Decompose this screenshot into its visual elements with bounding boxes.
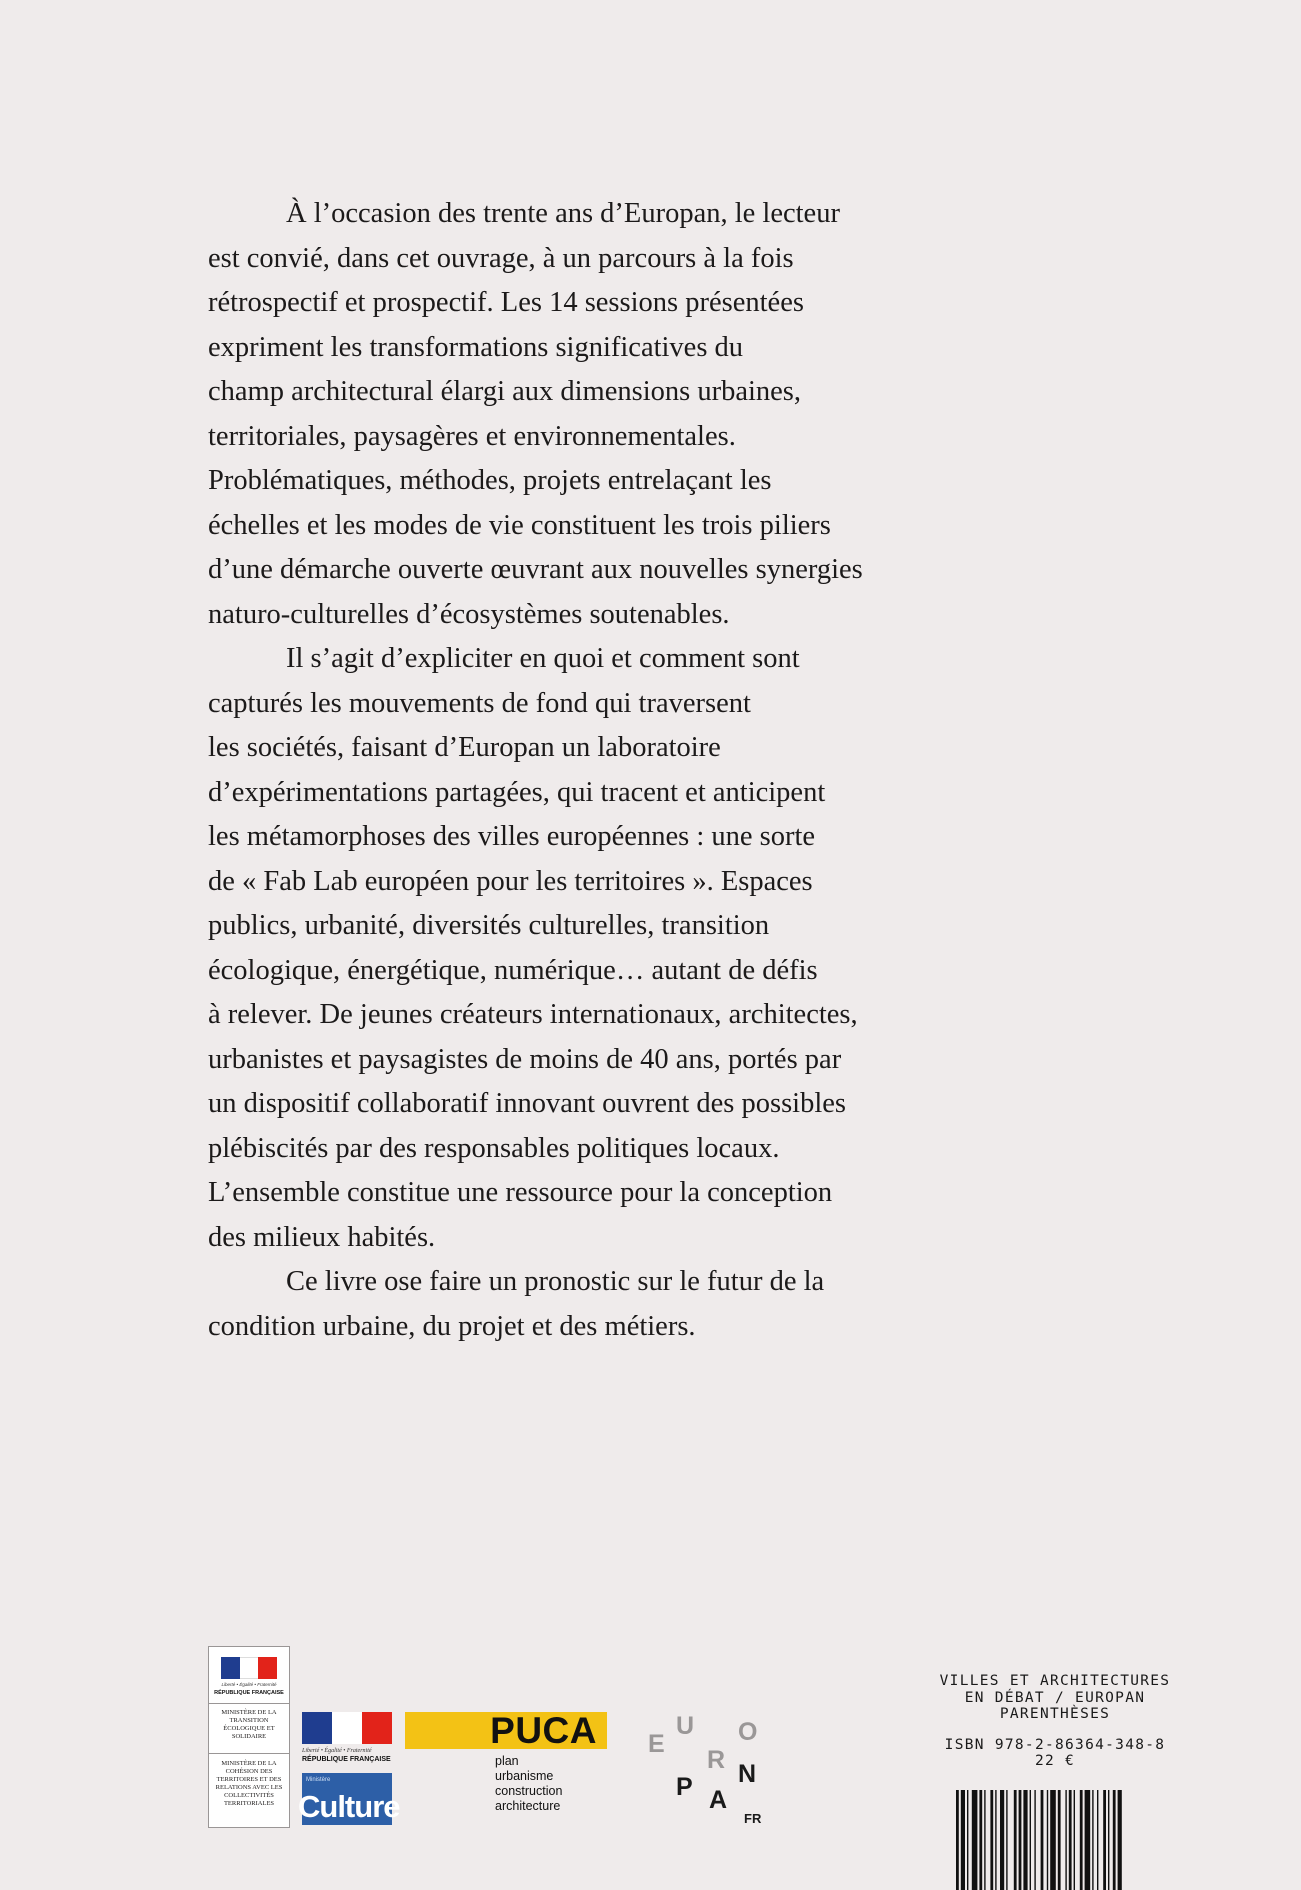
government-logo-block xyxy=(208,1646,290,1828)
culture-box xyxy=(298,1773,400,1825)
europan-logo xyxy=(640,1700,790,1840)
paragraph-2: Il s’agit d’expliciter en quoi et comment sont capturés les mouvements de fond qui traversent les sociétés, faisant d’Europan un laboratoire d’expérimentations partagées, qui tracent et anticipent les métamorphoses des villes européennes : une sorte de « Fab Lab européen pour les territoires ». Espaces publics, urbanité, diversités culturelles, transition écologique, énergétique, numérique… autant de défis à relever. De jeunes créateurs internationaux, architectes, urbanistes et paysagistes de moins de 40 ans, portés par un dispositif collaboratif innovant ouvrent des possibles plébiscités par des responsables politiques locaux. L’ensemble constitue une ressource pour la conception des milieux habités. xyxy=(208,643,858,1253)
marianne-flag-icon xyxy=(221,1657,277,1679)
culture-republic-label: RÉPUBLIQUE FRANÇAISE xyxy=(302,1756,391,1763)
marianne-flag-icon xyxy=(302,1712,392,1744)
puca-line: urbanisme xyxy=(495,1769,554,1783)
imprint xyxy=(900,1673,1210,1770)
gouv-motto: Liberté • Égalité • Fraternité xyxy=(221,1682,277,1687)
republique-francaise-logo xyxy=(209,1647,289,1704)
europan-letter: U xyxy=(676,1712,695,1740)
europan-letter: N xyxy=(738,1760,757,1788)
barcode-icon xyxy=(956,1790,1188,1890)
puca-line: architecture xyxy=(495,1799,561,1813)
ministry-territorial-cohesion: MINISTÈRE DE LA COHÉSION DES TERRITOIRES ET DES RELATIONS AVEC LES COLLECTIVITÉS TERRITORIALES xyxy=(215,1760,283,1807)
puca-line: construction xyxy=(495,1784,563,1798)
back-cover-text xyxy=(208,192,968,1349)
europan-fr: FR xyxy=(744,1811,762,1826)
publisher-line: PARENTHÈSES xyxy=(999,1706,1111,1722)
price: 22 € xyxy=(1034,1753,1076,1769)
ministry-ecological-transition: MINISTÈRE DE LA TRANSITION ÉCOLOGIQUE ET SOLIDAIRE xyxy=(209,1704,289,1754)
isbn: ISBN 978-2-86364-348-8 xyxy=(944,1736,1166,1753)
paragraph-1: À l’occasion des trente ans d’Europan, le lecteur est convié, dans cet ouvrage, à un parcours à la fois rétrospectif et prospectif. Les 14 sessions présentées expriment les transformations significatives du champ architectural élargi aux dimensions urbaines, territoriales, paysagères et environnementales. Problématiques, méthodes, projets entrelaçant les échelles et les modes de vie constituent les trois piliers d’une démarche ouverte œuvrant aux nouvelles synergies naturo-culturelles d’écosystèmes soutenables. xyxy=(208,198,863,630)
culture-ministere-label: Ministère xyxy=(306,1777,331,1783)
series-line: EN DÉBAT / EUROPAN xyxy=(964,1689,1146,1706)
culture-motto: Liberté • Égalité • Fraternité xyxy=(302,1748,372,1754)
europan-letter: P xyxy=(676,1773,693,1801)
europan-letter: A xyxy=(709,1786,728,1814)
europan-letter: R xyxy=(707,1746,726,1774)
europan-letter: E xyxy=(648,1730,665,1758)
europan-letter: O xyxy=(738,1718,758,1746)
puca-line: plan xyxy=(495,1754,519,1768)
puca-lines xyxy=(495,1754,607,1814)
puca-bar xyxy=(405,1712,607,1749)
gouv-republic-label: RÉPUBLIQUE FRANÇAISE xyxy=(214,1690,284,1696)
culture-ministry-logo xyxy=(298,1712,400,1828)
puca-name: PUCA xyxy=(490,1710,597,1751)
paragraph-3: Ce livre ose faire un pronostic sur le futur de la condition urbaine, du projet et des métiers. xyxy=(208,1266,825,1342)
series-line: VILLES ET ARCHITECTURES xyxy=(939,1673,1171,1689)
culture-word: Culture xyxy=(298,1789,400,1824)
puca-logo xyxy=(405,1712,607,1814)
